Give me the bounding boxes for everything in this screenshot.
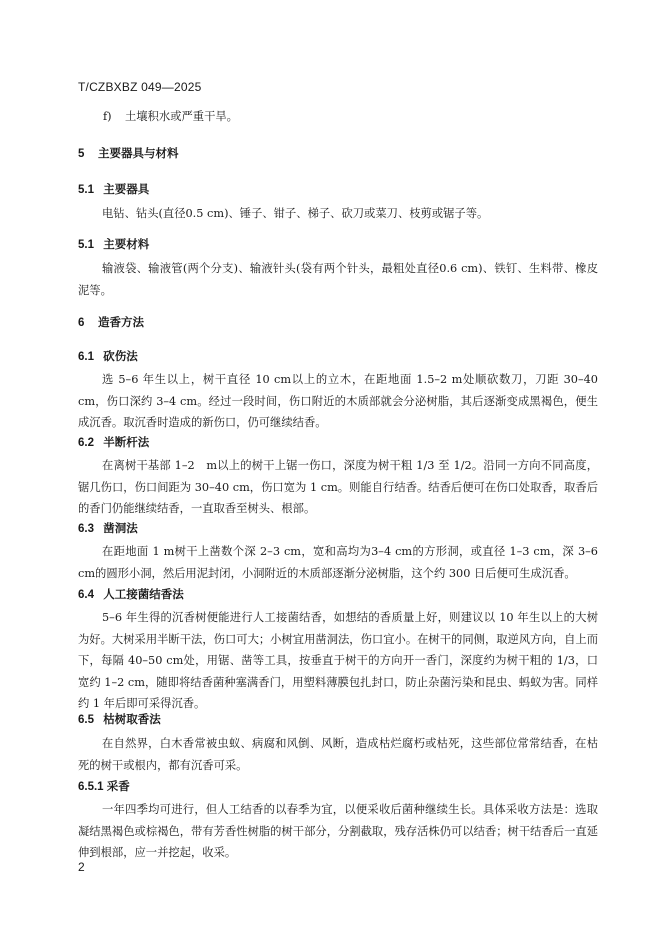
list-item-f <box>103 106 238 128</box>
section-6-4-heading <box>78 586 184 602</box>
section-title: 人工接菌结香法 <box>103 589 184 601</box>
materials-paragraph: 输液袋、输液管(两个分支)、输液针头(袋有两个针头，最粗处直径0.6 cm)、铁钉、生料带、橡皮泥等。 <box>78 262 598 297</box>
section-title: 凿洞法 <box>103 523 138 535</box>
section-title: 主要器具 <box>103 184 150 196</box>
section-6-3-heading <box>78 520 138 536</box>
section-number: 5.1 <box>78 239 94 251</box>
section-6-2-heading <box>78 434 149 450</box>
page-number: 2 <box>78 860 85 874</box>
paragraph-6-4: 5–6 年生得的沉香树便能进行人工接菌结香，如想结的香质量上好，则建议以 10 年生以上的大树为好。大树采用半断干法，伤口可大；小树宜用凿洞法，伤口宜小。在树干的同侧，取逆风方向，自上而下，每隔 40–50 cm处，用锯、凿等工具，按垂直于树干的方向开一香门，深度约为树干粗的 1/3，口宽约 1–2 cm，随即将结香菌种塞满香门，用塑料薄膜包扎封口，防止杂菌污染和昆虫、蚂蚁为害。同样约 1 年后即可采得沉香。 <box>78 611 598 710</box>
section-6-5-heading <box>78 711 161 727</box>
section-6-1-heading <box>78 348 138 364</box>
standard-code-header: T/CZBXBZ 049—2025 <box>78 80 202 94</box>
section-5-1-materials-heading <box>78 236 149 252</box>
paragraph-6-5-1: 一年四季均可进行，但人工结香的以春季为宜，以便采收后菌种继续生长。具体采收方法是：选取凝结黑褐色或棕褐色，带有芳香性树脂的树干部分，分割截取，残存活株仍可以结香；树干结香后一直延伸到根部，应一并挖起，收采。 <box>78 803 598 859</box>
list-item-label: f) <box>103 110 112 123</box>
paragraph-6-1: 选 5–6 年生以上，树干直径 10 cm以上的立木，在距地面 1.5–2 m处顺砍数刀，刀距 30–40 cm，伤口深约 3–4 cm。经过一段时间，伤口附近的木质部就会分泌树脂，其后逐渐变成黑褐色，便生成沉香。取沉香时造成的新伤口，仍可继续结香。 <box>78 373 598 429</box>
section-6-5-1-heading <box>78 778 130 794</box>
section-number: 6.2 <box>78 437 94 449</box>
section-5-heading <box>78 145 179 161</box>
section-title: 主要器具与材料 <box>98 148 179 160</box>
section-number: 6 <box>78 317 85 329</box>
section-title: 采香 <box>106 781 130 793</box>
section-number: 6.3 <box>78 523 94 535</box>
section-number: 6.4 <box>78 589 94 601</box>
section-title: 枯树取香法 <box>103 714 161 726</box>
paragraph-6-3: 在距地面 1 m树干上凿数个深 2–3 cm，宽和高均为3–4 cm的方形洞，或直径 1–3 cm，深 3–6 cm的圆形小洞，然后用泥封闭，小洞附近的木质部逐渐分泌树脂，这个约 300 日后便可生成沉香。 <box>78 545 598 580</box>
section-number: 5 <box>78 148 85 160</box>
section-number: 6.1 <box>78 351 94 363</box>
section-5-1-tools-heading <box>78 181 149 197</box>
section-title: 造香方法 <box>98 317 144 329</box>
tools-paragraph: 电钻、钻头(直径0.5 cm)、锤子、钳子、梯子、砍刀或菜刀、枝剪或锯子等。 <box>102 207 489 220</box>
list-item-text: 土壤积水或严重干旱。 <box>125 110 238 123</box>
section-number: 6.5 <box>78 714 94 726</box>
section-6-heading <box>78 314 144 330</box>
section-number: 5.1 <box>78 184 94 196</box>
paragraph-6-5: 在自然界，白木香常被虫蚁、病腐和风倒、风断，造成枯烂腐朽或枯死，这些部位常常结香，在枯死的树干或根内，都有沉香可采。 <box>78 737 598 772</box>
paragraph-6-2: 在离树干基部 1–2 m以上的树干上锯一伤口，深度为树干粗 1/3 至 1/2。沿同一方向不同高度，锯几伤口，伤口间距为 30–40 cm，伤口宽为 1 cm。则能自行结香。结香后便可在伤口处取香，取香后的香门仍能继续结香，一直取香至树头、根部。 <box>78 459 598 515</box>
section-title: 主要材料 <box>103 239 150 251</box>
section-title: 半断杆法 <box>103 437 150 449</box>
section-title: 砍伤法 <box>103 351 138 363</box>
section-number: 6.5.1 <box>78 781 104 793</box>
